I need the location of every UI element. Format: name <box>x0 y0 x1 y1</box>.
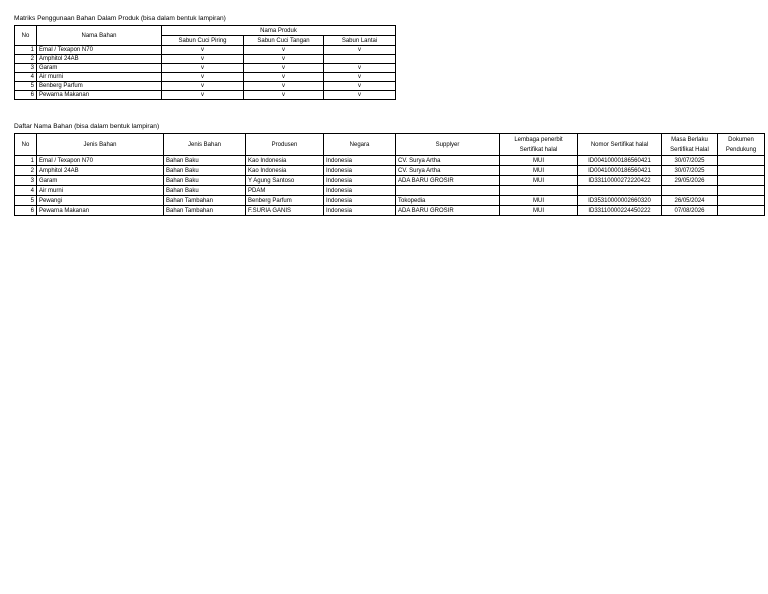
matrix-table <box>14 25 396 100</box>
table-row <box>15 73 396 82</box>
matrix-cell-mark: v <box>324 46 396 55</box>
bahan-cell-supplyer: ADA BARU GROSIR <box>396 206 500 216</box>
table-row <box>15 196 765 206</box>
bahan-cell-negara: Indonesia <box>324 156 396 166</box>
bahan-cell-nama: Pewangi <box>37 196 164 206</box>
bahan-cell-produsen: Kao Indonesia <box>246 156 324 166</box>
matrix-cell-no: 5 <box>15 82 37 91</box>
bahan-cell-lembaga <box>500 186 578 196</box>
table-row <box>15 166 765 176</box>
bahan-cell-dokumen <box>718 166 765 176</box>
bahan-cell-jenis: Bahan Tambahan <box>164 196 246 206</box>
table-row <box>15 186 765 196</box>
bahan-cell-no: 2 <box>15 166 37 176</box>
bahan-cell-jenis: Bahan Baku <box>164 166 246 176</box>
bahan-cell-supplyer: CV. Surya Artha <box>396 156 500 166</box>
matrix-header-product: Sabun Lantai <box>324 36 396 46</box>
bahan-title: Daftar Nama Bahan (bisa dalam bentuk lampiran) <box>14 123 160 130</box>
bahan-cell-produsen: Y Agung Santoso <box>246 176 324 186</box>
matrix-cell-no: 6 <box>15 91 37 100</box>
bahan-cell-produsen: PDAM <box>246 186 324 196</box>
matrix-cell-no: 4 <box>15 73 37 82</box>
matrix-cell-nama: Amphitol 24AB <box>37 55 162 64</box>
bahan-cell-jenis: Bahan Baku <box>164 176 246 186</box>
bahan-header-masa: Masa Berlaku Sertifikat Halal <box>662 134 718 156</box>
bahan-cell-negara: Indonesia <box>324 176 396 186</box>
bahan-header-jenis: Jenis Bahan <box>164 134 246 156</box>
matrix-cell-no: 1 <box>15 46 37 55</box>
bahan-cell-lembaga: MUI <box>500 206 578 216</box>
bahan-cell-produsen: Kao Indonesia <box>246 166 324 176</box>
matrix-cell-no: 2 <box>15 55 37 64</box>
bahan-cell-nomor: ID00410000186560421 <box>578 166 662 176</box>
bahan-header-negara: Negara <box>324 134 396 156</box>
bahan-cell-no: 3 <box>15 176 37 186</box>
matrix-cell-mark: v <box>162 82 244 91</box>
matrix-cell-no: 3 <box>15 64 37 73</box>
matrix-cell-mark: v <box>162 55 244 64</box>
bahan-cell-negara: Indonesia <box>324 206 396 216</box>
bahan-cell-no: 1 <box>15 156 37 166</box>
matrix-header-product: Sabun Cuci Piring <box>162 36 244 46</box>
bahan-table <box>14 133 765 216</box>
table-row <box>15 55 396 64</box>
bahan-cell-lembaga: MUI <box>500 166 578 176</box>
table-row <box>15 176 765 186</box>
matrix-cell-mark: v <box>162 46 244 55</box>
bahan-header-no: No <box>15 134 37 156</box>
bahan-cell-masa <box>662 186 718 196</box>
bahan-cell-dokumen <box>718 196 765 206</box>
bahan-cell-masa: 29/05/2026 <box>662 176 718 186</box>
bahan-cell-dokumen <box>718 176 765 186</box>
matrix-cell-mark: v <box>244 91 324 100</box>
bahan-cell-negara: Indonesia <box>324 196 396 206</box>
bahan-header-dokumen: Dokumen Pendukung <box>718 134 765 156</box>
bahan-cell-nama: Emal / Texapon N70 <box>37 156 164 166</box>
bahan-cell-produsen: F.SURIA GANIS <box>246 206 324 216</box>
bahan-cell-masa: 30/07/2025 <box>662 156 718 166</box>
table-row <box>15 82 396 91</box>
bahan-cell-supplyer: CV. Surya Artha <box>396 166 500 176</box>
matrix-cell-mark <box>324 55 396 64</box>
matrix-cell-mark: v <box>162 91 244 100</box>
bahan-cell-nomor: ID00410000186560421 <box>578 156 662 166</box>
bahan-cell-negara: Indonesia <box>324 166 396 176</box>
bahan-header-produsen: Produsen <box>246 134 324 156</box>
bahan-cell-nomor: ID33110000272220422 <box>578 176 662 186</box>
bahan-cell-dokumen <box>718 206 765 216</box>
bahan-cell-jenis: Bahan Baku <box>164 156 246 166</box>
bahan-cell-lembaga: MUI <box>500 196 578 206</box>
bahan-cell-supplyer <box>396 186 500 196</box>
bahan-cell-nomor: ID33110000224450222 <box>578 206 662 216</box>
table-row <box>15 64 396 73</box>
matrix-cell-mark: v <box>244 46 324 55</box>
matrix-cell-mark: v <box>162 64 244 73</box>
bahan-cell-masa: 30/07/2025 <box>662 166 718 176</box>
bahan-cell-nama: Pewarna Makanan <box>37 206 164 216</box>
matrix-cell-mark: v <box>324 91 396 100</box>
matrix-cell-mark: v <box>324 64 396 73</box>
bahan-cell-negara: Indonesia <box>324 186 396 196</box>
bahan-cell-lembaga: MUI <box>500 176 578 186</box>
matrix-cell-mark: v <box>324 82 396 91</box>
matrix-cell-mark: v <box>162 73 244 82</box>
matrix-header-nama-bahan: Nama Bahan <box>37 26 162 46</box>
bahan-header-nama: Jenis Bahan <box>37 134 164 156</box>
bahan-cell-no: 5 <box>15 196 37 206</box>
matrix-cell-mark: v <box>244 73 324 82</box>
bahan-cell-nomor <box>578 186 662 196</box>
matrix-header-product: Sabun Cuci Tangan <box>244 36 324 46</box>
bahan-cell-supplyer: Tokopedia <box>396 196 500 206</box>
bahan-cell-jenis: Bahan Baku <box>164 186 246 196</box>
bahan-cell-lembaga: MUI <box>500 156 578 166</box>
matrix-cell-mark: v <box>324 73 396 82</box>
matrix-cell-nama: Garam <box>37 64 162 73</box>
matrix-cell-mark: v <box>244 82 324 91</box>
matrix-cell-mark: v <box>244 64 324 73</box>
bahan-header-supplyer: Supplyer <box>396 134 500 156</box>
bahan-cell-nama: Garam <box>37 176 164 186</box>
matrix-header-nama-produk: Nama Produk <box>162 26 396 36</box>
bahan-cell-nama: Amphitol 24AB <box>37 166 164 176</box>
matrix-header-no: No <box>15 26 37 46</box>
table-row <box>15 46 396 55</box>
bahan-cell-dokumen <box>718 156 765 166</box>
bahan-cell-nama: Air murni <box>37 186 164 196</box>
matrix-cell-nama: Emal / Texapon N70 <box>37 46 162 55</box>
bahan-cell-no: 6 <box>15 206 37 216</box>
matrix-cell-nama: Air murni <box>37 73 162 82</box>
bahan-header-nomor: Nomor Sertifikat halal <box>578 134 662 156</box>
bahan-cell-supplyer: ADA BARU GROSIR <box>396 176 500 186</box>
bahan-cell-no: 4 <box>15 186 37 196</box>
table-row <box>15 156 765 166</box>
table-row <box>15 91 396 100</box>
matrix-title: Matriks Penggunaan Bahan Dalam Produk (bisa dalam bentuk lampiran) <box>14 15 226 22</box>
bahan-cell-nomor: ID35310000002660320 <box>578 196 662 206</box>
bahan-cell-masa: 26/05/2024 <box>662 196 718 206</box>
bahan-header-lembaga: Lembaga penerbit Sertifikat halal <box>500 134 578 156</box>
bahan-cell-produsen: Benberg Parfum <box>246 196 324 206</box>
table-row <box>15 206 765 216</box>
bahan-cell-dokumen <box>718 186 765 196</box>
bahan-cell-masa: 07/08/2026 <box>662 206 718 216</box>
bahan-cell-jenis: Bahan Tambahan <box>164 206 246 216</box>
matrix-cell-mark: v <box>244 55 324 64</box>
matrix-cell-nama: Pewarna Makanan <box>37 91 162 100</box>
matrix-cell-nama: Benberg Parfum <box>37 82 162 91</box>
